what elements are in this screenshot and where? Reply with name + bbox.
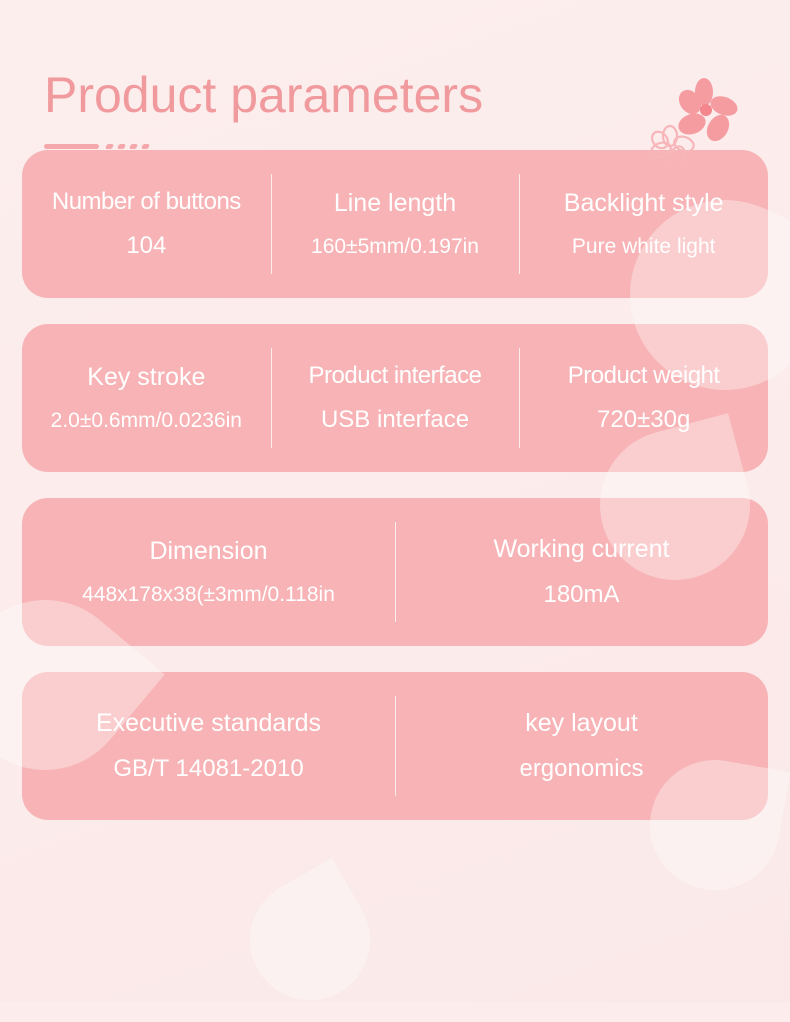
parameter-row: [22, 150, 768, 298]
parameter-value: 180mA: [543, 580, 620, 608]
parameter-label: Number of buttons: [51, 188, 241, 215]
parameter-label: Key stroke: [87, 363, 206, 392]
parameter-label: Working current: [493, 535, 670, 564]
parameter-cell-line-length: [271, 150, 520, 298]
parameter-row: [22, 672, 768, 820]
parameter-value: USB interface: [320, 406, 470, 433]
parameter-label: Backlight style: [563, 189, 724, 218]
parameter-cell-key-stroke: [22, 324, 271, 472]
parameter-value: 720±30g: [597, 406, 691, 433]
parameter-cell-number-of-buttons: [22, 150, 271, 298]
title-underline-decoration: [44, 142, 159, 150]
parameter-label: key layout: [525, 709, 638, 738]
parameter-cell-executive-standards: [22, 672, 395, 820]
parameter-cell-product-interface: [271, 324, 520, 472]
parameter-value: 448x178x38(±3mm/0.118in: [82, 582, 335, 606]
parameter-value: 160±5mm/0.197in: [311, 234, 479, 258]
petal-watermark: [228, 858, 392, 1022]
parameter-value: GB/T 14081-2010: [113, 754, 304, 782]
parameter-value: ergonomics: [519, 754, 644, 782]
parameter-cell-dimension: [22, 498, 395, 646]
parameter-cell-product-weight: [519, 324, 768, 472]
parameter-label: Product weight: [567, 362, 720, 389]
parameter-label: Executive standards: [95, 709, 322, 738]
parameter-row: [22, 498, 768, 646]
parameter-value: 104: [126, 232, 167, 259]
page-header: [0, 0, 790, 150]
parameter-value: 2.0±0.6mm/0.0236in: [50, 408, 242, 432]
parameter-rows: [0, 150, 790, 820]
parameter-label: Product interface: [308, 362, 482, 389]
page-title: Product parameters: [44, 67, 484, 123]
parameter-cell-working-current: [395, 498, 768, 646]
parameter-cell-backlight-style: [519, 150, 768, 298]
parameter-label: Dimension: [149, 537, 268, 566]
parameter-cell-key-layout: [395, 672, 768, 820]
parameter-label: Line length: [333, 189, 457, 218]
parameter-value: Pure white light: [571, 234, 716, 258]
parameter-row: [22, 324, 768, 472]
